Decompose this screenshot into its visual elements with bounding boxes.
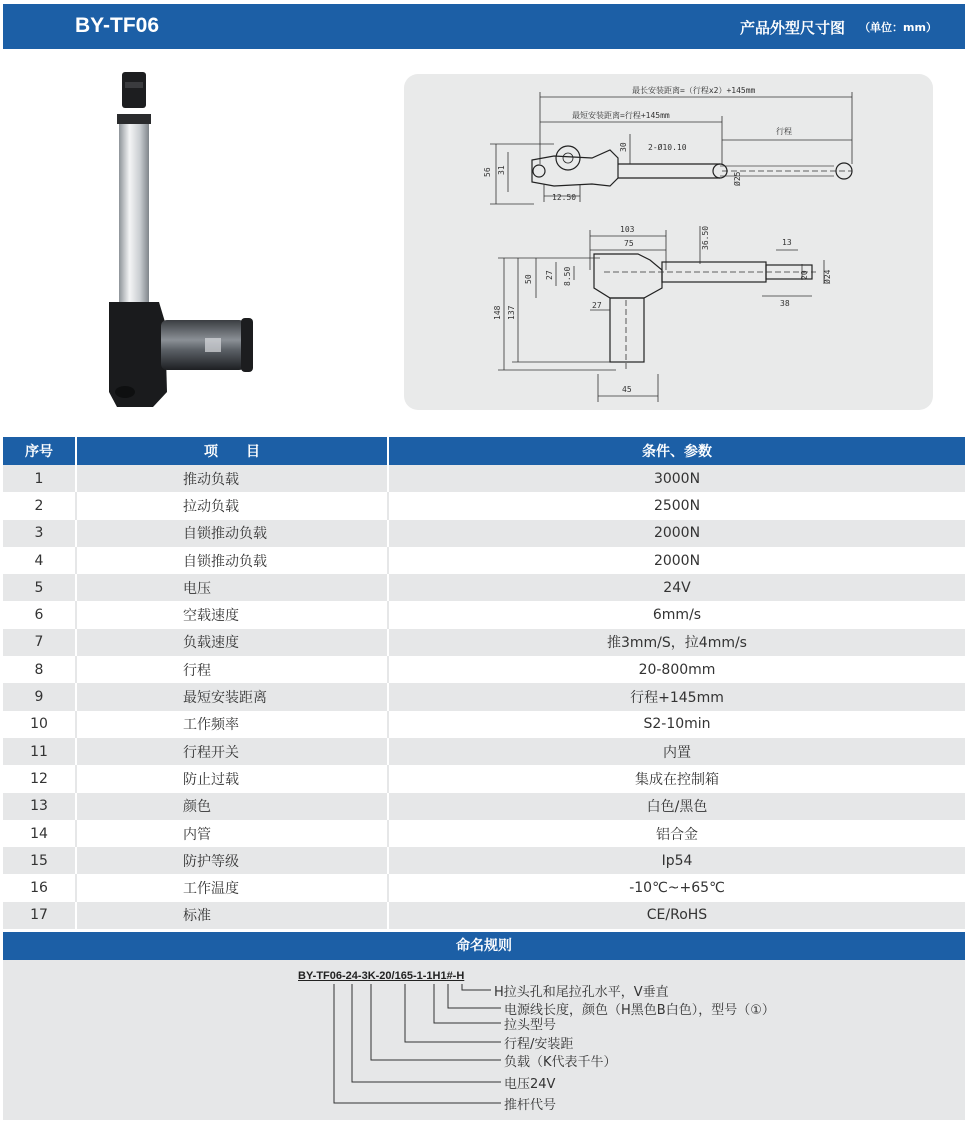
naming-code: BY-TF06-24-3K-20/165-1-1H1#-H [298,970,465,982]
hole-label: 2-Ø10.10 [648,143,687,152]
naming-label-hole-orientation: H拉头孔和尾拉孔水平，V垂直 [494,985,669,1000]
cell-value: 24V [388,574,965,601]
cell-item: 空载速度 [76,601,388,628]
table-row [3,547,965,574]
dim-50: 50 [524,274,533,284]
naming-rule-panel [3,960,965,1120]
dim-27-top: 27 [545,270,554,280]
cell-item: 推动负载 [76,465,388,492]
table-row [3,574,965,601]
table-row [3,601,965,628]
cell-item: 最短安装距离 [76,683,388,710]
product-image [95,62,285,412]
naming-leader-lines [3,960,965,1120]
cell-value: 内置 [388,738,965,765]
cell-item: 工作频率 [76,711,388,738]
dimension-drawing [404,74,933,410]
model-title: BY-TF06 [75,14,160,37]
cell-value: 2000N [388,547,965,574]
dim-31: 31 [497,165,506,175]
cell-value: 行程+145mm [388,683,965,710]
cell-item: 防止过载 [76,765,388,792]
cell-value: 6mm/s [388,601,965,628]
naming-rule-title: 命名规则 [3,932,965,960]
cell-no: 11 [3,738,76,765]
unit-label: （单位：mm） [859,21,937,34]
stroke-label: 行程 [776,127,792,136]
table-row [3,492,965,519]
naming-label-stroke: 行程/安装距 [504,1037,574,1052]
max-install-label: 最长安装距离=（行程x2）+145mm [632,86,756,95]
cell-item: 行程开关 [76,738,388,765]
cell-value: 集成在控制箱 [388,765,965,792]
table-row [3,738,965,765]
cell-value: 20-800mm [388,656,965,683]
cell-item: 负载速度 [76,629,388,656]
dim-8-50: 8.50 [563,266,572,286]
cell-no: 13 [3,793,76,820]
table-row [3,629,965,656]
cell-item: 自锁推动负载 [76,547,388,574]
cell-item: 防护等级 [76,847,388,874]
motor-body [161,320,245,370]
naming-label-cable: 电源线长度，颜色（H黑色B白色），型号（①） [504,1003,775,1018]
dim-30: 30 [619,142,628,152]
dim-75: 75 [624,239,634,248]
dim-45: 45 [622,385,632,394]
cell-value: 白色/黑色 [388,793,965,820]
cell-no: 4 [3,547,76,574]
cell-no: 12 [3,765,76,792]
naming-label-model-code: 推杆代号 [504,1098,557,1113]
dim-56: 56 [483,167,492,177]
cell-value: -10℃~+65℃ [388,874,965,901]
table-row [3,874,965,901]
dim-13: 13 [782,238,792,247]
table-row [3,465,965,492]
cell-value: 2500N [388,492,965,519]
dim-25: Ø25 [733,171,742,186]
cell-value: S2-10min [388,711,965,738]
cell-no: 3 [3,520,76,547]
naming-label-load: 负载（K代表千牛） [504,1055,617,1070]
dim-24: Ø24 [823,269,832,284]
dim-137: 137 [507,305,516,320]
dim-103: 103 [620,225,635,234]
cell-no: 16 [3,874,76,901]
table-row [3,656,965,683]
cell-no: 8 [3,656,76,683]
naming-label-rod-end: 拉头型号 [504,1018,557,1033]
table-row [3,711,965,738]
dim-12-50: 12.50 [552,193,577,202]
cell-no: 14 [3,820,76,847]
cell-item: 自锁推动负载 [76,520,388,547]
cell-no: 6 [3,601,76,628]
dim-20: 20 [800,270,809,280]
cell-item: 内管 [76,820,388,847]
table-row [3,847,965,874]
dim-36-50: 36.50 [701,225,710,250]
cell-no: 15 [3,847,76,874]
cell-no: 7 [3,629,76,656]
cell-value: 推3mm/S，拉4mm/s [388,629,965,656]
cell-item: 电压 [76,574,388,601]
outer-tube [119,124,149,302]
cell-no: 2 [3,492,76,519]
spec-table-header [3,437,965,465]
table-row [3,793,965,820]
dim-38: 38 [780,299,790,308]
table-row [3,902,965,929]
dim-27-bottom: 27 [592,301,602,310]
title-bar [3,4,965,49]
column-header-item: 项 目 [76,437,388,465]
table-row [3,683,965,710]
cell-value: CE/RoHS [388,902,965,929]
cell-no: 9 [3,683,76,710]
min-install-label: 最短安装距离=行程+145mm [572,111,670,120]
cell-no: 10 [3,711,76,738]
cell-value: Ip54 [388,847,965,874]
cell-item: 颜色 [76,793,388,820]
cell-no: 17 [3,902,76,929]
table-row [3,820,965,847]
table-row [3,520,965,547]
table-row [3,765,965,792]
spec-table [3,437,965,929]
dimension-drawing-panel [404,74,933,410]
column-header-no: 序号 [3,437,76,465]
cell-value: 3000N [388,465,965,492]
cell-no: 5 [3,574,76,601]
column-header-value: 条件、参数 [388,437,965,465]
cell-item: 工作温度 [76,874,388,901]
cell-item: 标准 [76,902,388,929]
cell-item: 行程 [76,656,388,683]
cell-item: 拉动负载 [76,492,388,519]
dim-148: 148 [493,305,502,320]
cell-value: 2000N [388,520,965,547]
naming-label-voltage: 电压24V [504,1077,556,1092]
cell-value: 铝合金 [388,820,965,847]
rod-end-cap [122,72,146,108]
drawing-title: 产品外型尺寸图 [739,19,845,37]
cell-no: 1 [3,465,76,492]
